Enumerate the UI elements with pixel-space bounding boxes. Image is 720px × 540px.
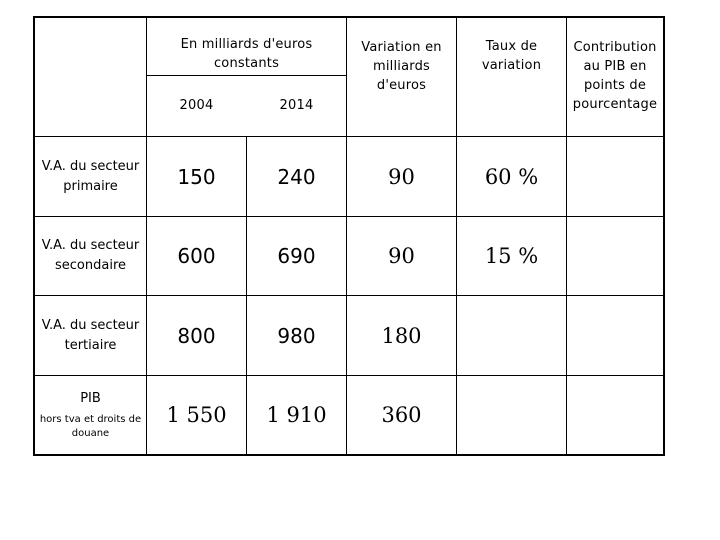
cell-primaire-2014: 240: [277, 164, 316, 189]
row-label-text: PIB: [80, 391, 101, 406]
header-group-label: En milliards d'euros constants: [180, 36, 313, 71]
cell-primaire-contribution: [567, 137, 663, 216]
row-label-text: V.A. du secteur tertiaire: [41, 317, 140, 353]
header-contribution: Contribution au PIB en points de pourcentage: [572, 40, 658, 112]
header-subdivider: [146, 75, 347, 76]
cell-tertiaire-variation: 180: [381, 323, 422, 348]
cell-secondaire-variation: 90: [388, 244, 415, 268]
cell-pib-contribution: [567, 376, 663, 454]
cell-secondaire-2004: 600: [177, 244, 216, 268]
row-label-text: V.A. du secteur secondaire: [41, 238, 140, 273]
row-label-pib: [35, 376, 146, 454]
header-taux: Taux de variation: [481, 39, 542, 73]
header-variation: Variation en milliards d'euros: [361, 39, 442, 93]
cell-tertiaire-contribution: [567, 296, 663, 375]
row-sublabel-text: hors tva et droits de douane: [39, 414, 142, 439]
cell-tertiaire-taux: [457, 296, 566, 375]
row-label-primaire: [35, 137, 146, 216]
cell-secondaire-contribution: [567, 217, 663, 295]
header-year-2014: 2014: [279, 97, 314, 113]
row-label-text: V.A. du secteur primaire: [41, 158, 140, 194]
cell-primaire-taux: 60 %: [484, 164, 539, 189]
cell-tertiaire-2004: 800: [177, 323, 216, 348]
table-border-right: [663, 16, 665, 456]
cell-primaire-2004: 150: [177, 164, 216, 189]
cell-tertiaire-2014: 980: [277, 323, 316, 348]
header-year-2004: 2004: [179, 97, 214, 113]
cell-primaire-variation: 90: [388, 164, 415, 189]
row-label-tertiaire: [35, 296, 146, 375]
cell-pib-variation: 360: [381, 403, 422, 427]
cell-pib-taux: [457, 376, 566, 454]
cell-secondaire-2014: 690: [277, 244, 316, 268]
cell-pib-2004: 1 550: [166, 403, 227, 427]
table-border-top: [33, 16, 665, 18]
cell-secondaire-taux: 15 %: [484, 244, 539, 268]
row-label-secondaire: [35, 217, 146, 295]
cell-pib-2014: 1 910: [266, 403, 327, 427]
table-border-bottom: [33, 454, 665, 456]
data-table: [33, 16, 665, 456]
